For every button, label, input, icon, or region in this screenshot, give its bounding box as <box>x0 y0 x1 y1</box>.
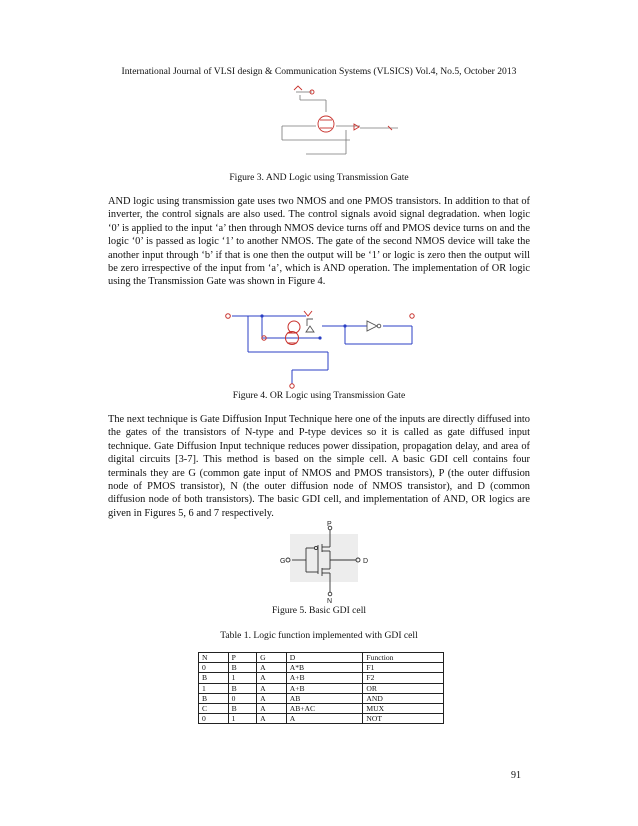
gdi-label-p: P <box>327 521 332 528</box>
table-cell: F2 <box>363 673 444 683</box>
figure5-caption: Figure 5. Basic GDI cell <box>271 605 367 616</box>
table1-caption: Table 1. Logic function implemented with GDI cell <box>220 630 418 641</box>
table-cell: 0 <box>199 663 229 673</box>
table-cell: OR <box>363 683 444 693</box>
table-cell: B <box>199 673 229 683</box>
table-row <box>199 703 444 713</box>
gdi-label-d: D <box>363 558 369 565</box>
table-cell: A+B <box>286 683 363 693</box>
table-header-row <box>199 653 444 663</box>
table-row <box>199 673 444 683</box>
table-cell: AB+AC <box>286 703 363 713</box>
table-cell: F1 <box>363 663 444 673</box>
paragraph-and-logic: AND logic using transmission gate uses two NMOS and one PMOS transistors. In addition to that of inverter, the control signals are also used. The control signals avoid signal degradation. when logic ‘0’ is applied to the input ‘a’ then through NMOS device turns off and PMOS device turns on and the logic ‘0’ is passed as logic ‘1’ to another NMOS. The gate of the second NMOS device will take the another input through ‘b’ if that is one then the output will be ‘1’ or logic is zero then the output will be zero irrespective of the input from ‘a’, which is AND operation. The implementation of OR logic using the Transmission Gate was shown in Figure 4. <box>108 196 530 288</box>
column-header: P <box>228 653 257 663</box>
column-header: D <box>286 653 363 663</box>
table-cell: AB <box>286 693 363 703</box>
table-row <box>199 693 444 703</box>
gdi-label-n: N <box>327 598 333 605</box>
table-cell: 1 <box>199 683 229 693</box>
table-cell: A <box>257 703 287 713</box>
table-cell: B <box>199 693 229 703</box>
page-number: 91 <box>511 770 521 781</box>
table-cell: NOT <box>363 714 444 724</box>
table-cell: A <box>257 673 287 683</box>
table-cell: 1 <box>228 673 257 683</box>
table-cell: A <box>257 693 287 703</box>
table-cell: AND <box>363 693 444 703</box>
column-header: N <box>199 653 229 663</box>
gdi-label-g: G <box>280 558 286 565</box>
table-cell: B <box>228 683 257 693</box>
column-header: Function <box>363 653 444 663</box>
table-cell: A <box>257 663 287 673</box>
table-cell: 0 <box>199 714 229 724</box>
table-cell: 1 <box>228 714 257 724</box>
figure4-caption: Figure 4. OR Logic using Transmission Gate <box>232 390 406 401</box>
table-cell: A <box>257 683 287 693</box>
logic-function-table <box>198 652 444 724</box>
table-cell: 0 <box>228 693 257 703</box>
table-cell: MUX <box>363 703 444 713</box>
table-row <box>199 714 444 724</box>
table-cell: A <box>257 714 287 724</box>
table-cell: A <box>286 714 363 724</box>
table-row <box>199 683 444 693</box>
table-cell: B <box>228 663 257 673</box>
column-header: G <box>257 653 287 663</box>
table-cell: C <box>199 703 229 713</box>
table-row <box>199 663 444 673</box>
table-cell: B <box>228 703 257 713</box>
paragraph-gdi: The next technique is Gate Diffusion Input Technique here one of the inputs are directly diffused into the gates of the transistors of N-type and P-type devices so it is called as gate diffused input technique. Gate Diffusion Input technique reduces power dissipation, propagation delay, and area of digital circuits [3-7]. This method is based on the simple cell. A basic GDI cell contains four terminals they are G (common gate input of NMOS and PMOS transistors), P (the outer diffusion node of PMOS transistor), N (the outer diffusion node of NMOS transistor), and D (common diffusion node of both transistors). The basic GDI cell, and implementation of AND, OR logics are given in Figures 5, 6 and 7 respectively. <box>108 414 530 519</box>
table-cell: A+B <box>286 673 363 683</box>
figure3-caption: Figure 3. AND Logic using Transmission Gate <box>229 172 409 183</box>
table-cell: A*B <box>286 663 363 673</box>
journal-header: International Journal of VLSI design & Communication Systems (VLSICS) Vol.4, No.5, October 2013 <box>121 66 517 77</box>
